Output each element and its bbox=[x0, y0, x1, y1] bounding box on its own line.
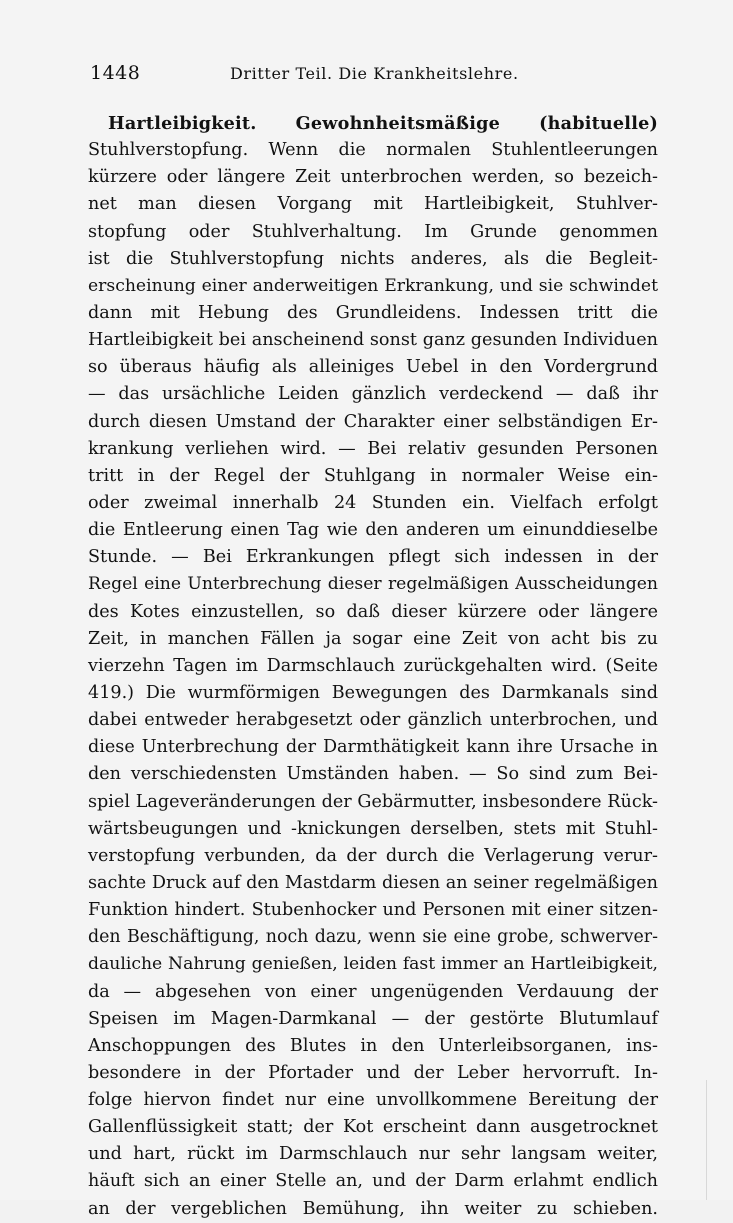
text-line: Regel eine Unterbrechung dieser regelmäßigen Ausscheidungen bbox=[88, 574, 658, 595]
text-line: den Beschäftigung, noch dazu, wenn sie eine grobe, schwerver- bbox=[88, 927, 658, 948]
text-line: so überaus häufig als alleiniges Uebel in den Vordergrund bbox=[88, 357, 658, 378]
text-line: erscheinung einer anderweitigen Erkrankung, und sie schwindet bbox=[88, 275, 658, 296]
text-line: häuft sich an einer Stelle an, und der Darm erlahmt endlich bbox=[88, 1171, 658, 1192]
text-line: dann mit Hebung des Grundleidens. Indessen tritt die bbox=[88, 302, 658, 323]
text-line: verstopfung verbunden, da der durch die Verlagerung verur- bbox=[88, 845, 658, 866]
text-line: Stunde. — Bei Erkrankungen pflegt sich indessen in der bbox=[88, 547, 658, 568]
text-line: ist die Stuhlverstopfung nichts anderes, als die Begleit- bbox=[88, 248, 658, 269]
text-line: dabei entweder herabgesetzt oder gänzlich unterbrochen, und bbox=[88, 710, 658, 731]
text-line: Gallenflüssigkeit statt; der Kot erscheint dann ausgetrocknet bbox=[88, 1117, 658, 1138]
text-line: besondere in der Pfortader und der Leber hervorruft. In- bbox=[88, 1062, 658, 1083]
text-line: 419.) Die wurmförmigen Bewegungen des Darmkanals sind bbox=[88, 682, 658, 703]
text-line: — das ursächliche Leiden gänzlich verdeckend — daß ihr bbox=[88, 384, 658, 405]
page-crease-shadow bbox=[706, 1080, 707, 1200]
text-line: dauliche Nahrung genießen, leiden fast immer an Hartleibigkeit, bbox=[88, 954, 658, 975]
text-line: da — abgesehen von einer ungenügenden Verdauung der bbox=[88, 981, 658, 1002]
text-line: Zeit, in manchen Fällen ja sogar eine Zeit von acht bis zu bbox=[88, 628, 658, 649]
text-line: net man diesen Vorgang mit Hartleibigkeit, Stuhlver- bbox=[88, 194, 658, 215]
text-line: Speisen im Magen-Darmkanal — der gestörte Blutumlauf bbox=[88, 1008, 658, 1029]
text-line: krankung verliehen wird. — Bei relativ gesunden Personen bbox=[88, 438, 658, 459]
text-line: sachte Druck auf den Mastdarm diesen an seiner regelmäßigen bbox=[88, 872, 658, 893]
text-line: des Kotes einzustellen, so daß dieser kürzere oder längere bbox=[88, 601, 658, 622]
text-line: die Entleerung einen Tag wie den anderen um einunddieselbe bbox=[88, 520, 658, 541]
text-line: oder zweimal innerhalb 24 Stunden ein. Vielfach erfolgt bbox=[88, 492, 658, 513]
body-text bbox=[88, 110, 658, 1223]
section-heading-line: Hartleibigkeit. Gewohnheitsmäßige (habituelle) bbox=[108, 113, 658, 134]
text-line: vierzehn Tagen im Darmschlauch zurückgehalten wird. (Seite bbox=[88, 655, 658, 676]
text-line: spiel Lageveränderungen der Gebärmutter, insbesondere Rück- bbox=[88, 791, 658, 812]
text-line: Stuhlverstopfung. Wenn die normalen Stuhlentleerungen bbox=[88, 140, 658, 161]
running-head: Dritter Teil. Die Krankheitslehre. bbox=[230, 64, 519, 83]
text-line: kürzere oder längere Zeit unterbrochen werden, so bezeich- bbox=[88, 167, 658, 188]
text-line: Funktion hindert. Stubenhocker und Personen mit einer sitzen- bbox=[88, 900, 658, 921]
text-line: stopfung oder Stuhlverhaltung. Im Grunde genommen bbox=[88, 221, 658, 242]
text-line: diese Unterbrechung der Darmthätigkeit kann ihre Ursache in bbox=[88, 737, 658, 758]
text-line: Hartleibigkeit bei anscheinend sonst ganz gesunden Individuen bbox=[88, 330, 658, 351]
text-line: an der vergeblichen Bemühung, ihn weiter zu schieben. bbox=[88, 1198, 658, 1219]
page-number: 1448 bbox=[90, 62, 141, 84]
page-header bbox=[90, 62, 658, 88]
text-line: Anschoppungen des Blutes in den Unterleibsorganen, ins- bbox=[88, 1035, 658, 1056]
text-line: tritt in der Regel der Stuhlgang in normaler Weise ein- bbox=[88, 465, 658, 486]
text-line: wärtsbeugungen und -knickungen derselben, stets mit Stuhl- bbox=[88, 818, 658, 839]
text-line: und hart, rückt im Darmschlauch nur sehr langsam weiter, bbox=[88, 1144, 658, 1165]
text-line: den verschiedensten Umständen haben. — So sind zum Bei- bbox=[88, 764, 658, 785]
text-line: folge hiervon findet nur eine unvollkommene Bereitung der bbox=[88, 1090, 658, 1111]
text-line: durch diesen Umstand der Charakter einer selbständigen Er- bbox=[88, 411, 658, 432]
